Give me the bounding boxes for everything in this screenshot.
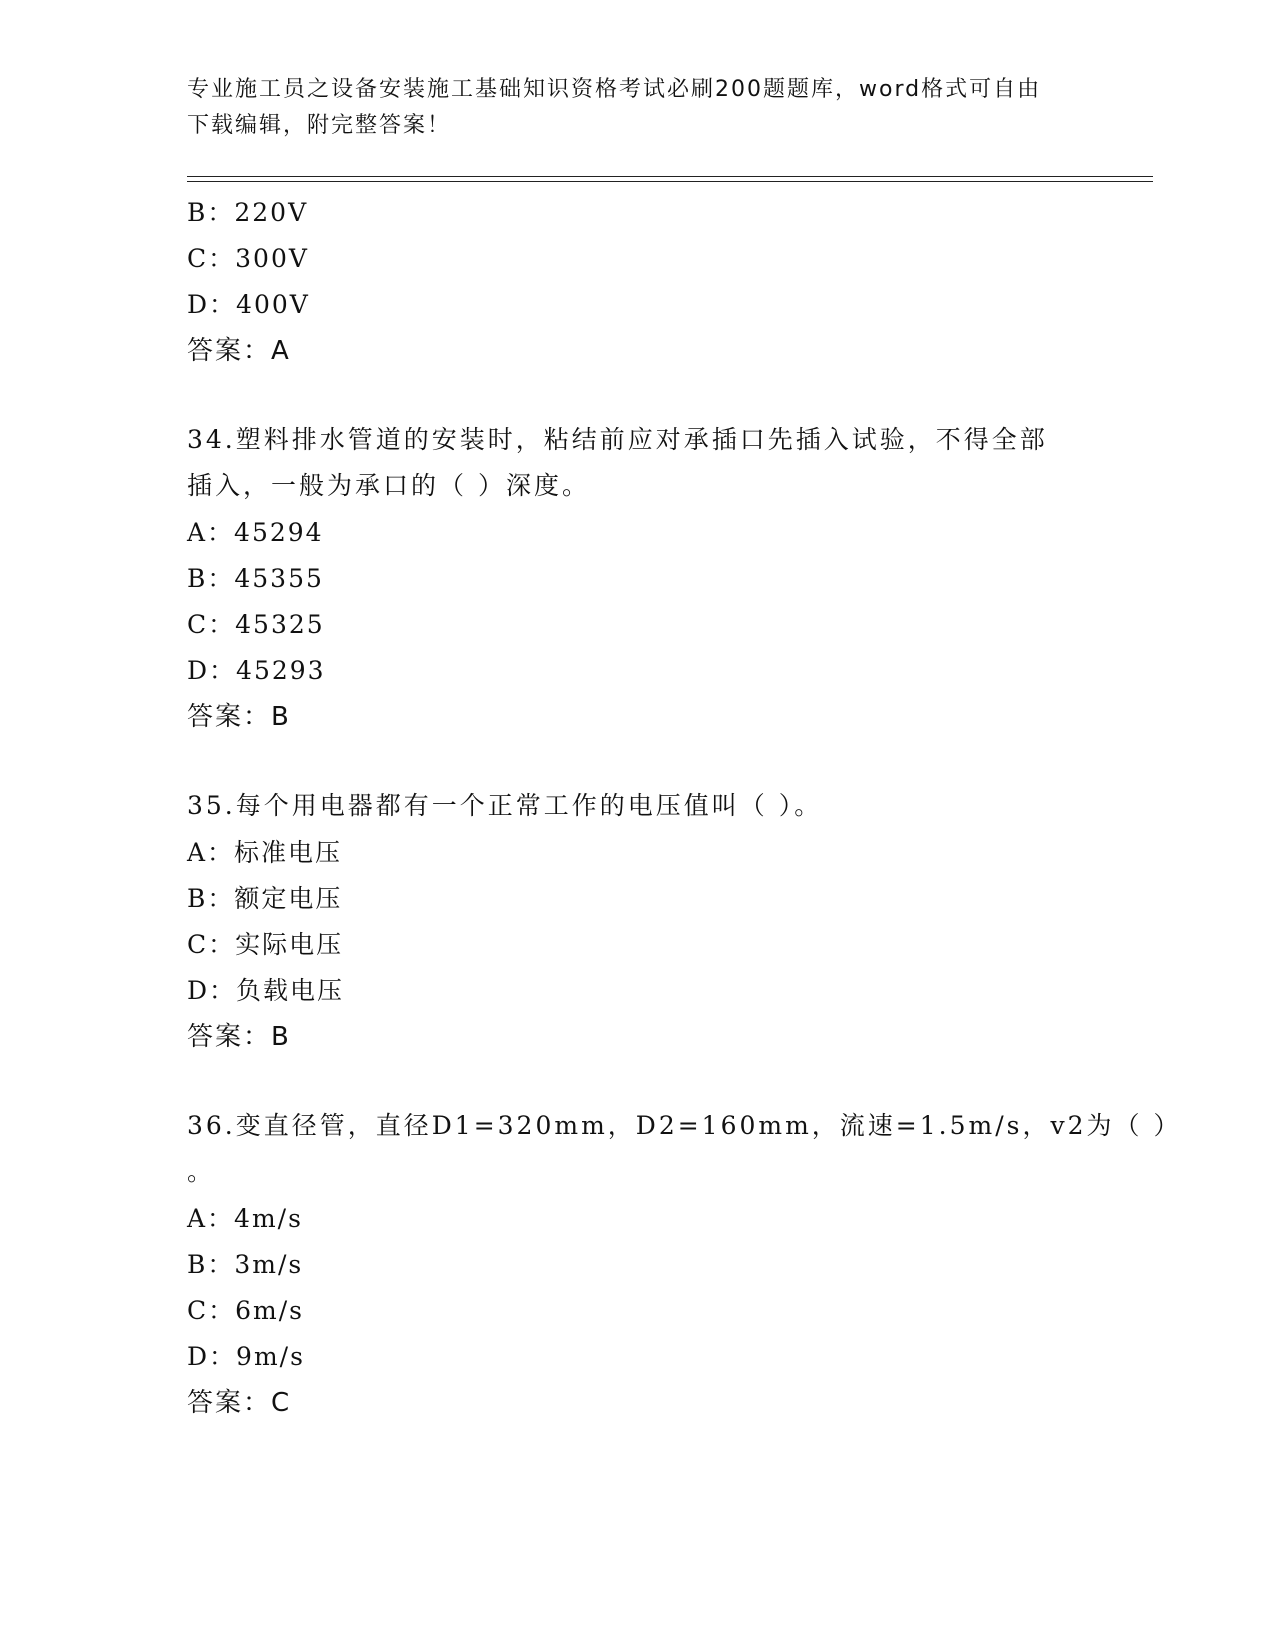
question-text-line-2: 。 (187, 1157, 216, 1186)
option-d: D：9m/s (187, 1342, 305, 1371)
question-text-line-1: 36.变直径管，直径D1=320mm，D2=160mm，流速=1.5m/s，v2为（ ） (187, 1111, 1182, 1140)
answer: 答案：B (187, 702, 291, 732)
header-title-line-1: 专业施工员之设备安装施工基础知识资格考试必刷200题题库，word格式可自由 (187, 77, 1042, 102)
option-a: A：45294 (187, 518, 324, 547)
option-b: B：额定电压 (187, 884, 343, 913)
answer: 答案：B (187, 1022, 291, 1052)
question-spacer (187, 1060, 1087, 1104)
option-d: D：400V (187, 290, 310, 319)
question-36 (187, 1104, 1182, 1426)
option-c: C：6m/s (187, 1296, 304, 1325)
question-text-line-1: 34.塑料排水管道的安装时，粘结前应对承插口先插入试验，不得全部 (187, 425, 1048, 454)
header-divider-bottom (187, 181, 1153, 182)
option-b: B：220V (187, 198, 309, 227)
option-a: A：标准电压 (187, 838, 343, 867)
option-c: C：实际电压 (187, 930, 344, 959)
question-34 (187, 418, 1087, 740)
answer: 答案：A (187, 336, 291, 366)
question-text-line-2: 插入，一般为承口的（ ）深度。 (187, 471, 590, 500)
option-d: D：负载电压 (187, 976, 345, 1005)
question-text-line-1: 35.每个用电器都有一个正常工作的电压值叫（ ）。 (187, 791, 823, 820)
question-spacer (187, 740, 1087, 784)
option-c: C：300V (187, 244, 309, 273)
header-divider-top (187, 176, 1153, 177)
option-a: A：4m/s (187, 1204, 303, 1233)
question-35 (187, 784, 1087, 1060)
option-d: D：45293 (187, 656, 326, 685)
document-header (187, 72, 1067, 144)
option-c: C：45325 (187, 610, 325, 639)
question-spacer (187, 374, 1087, 418)
question-33 (187, 190, 1087, 374)
answer: 答案：C (187, 1388, 292, 1418)
option-b: B：3m/s (187, 1250, 304, 1279)
header-title-line-2: 下载编辑，附完整答案！ (187, 113, 452, 138)
option-b: B：45355 (187, 564, 324, 593)
question-content (187, 190, 1182, 1426)
